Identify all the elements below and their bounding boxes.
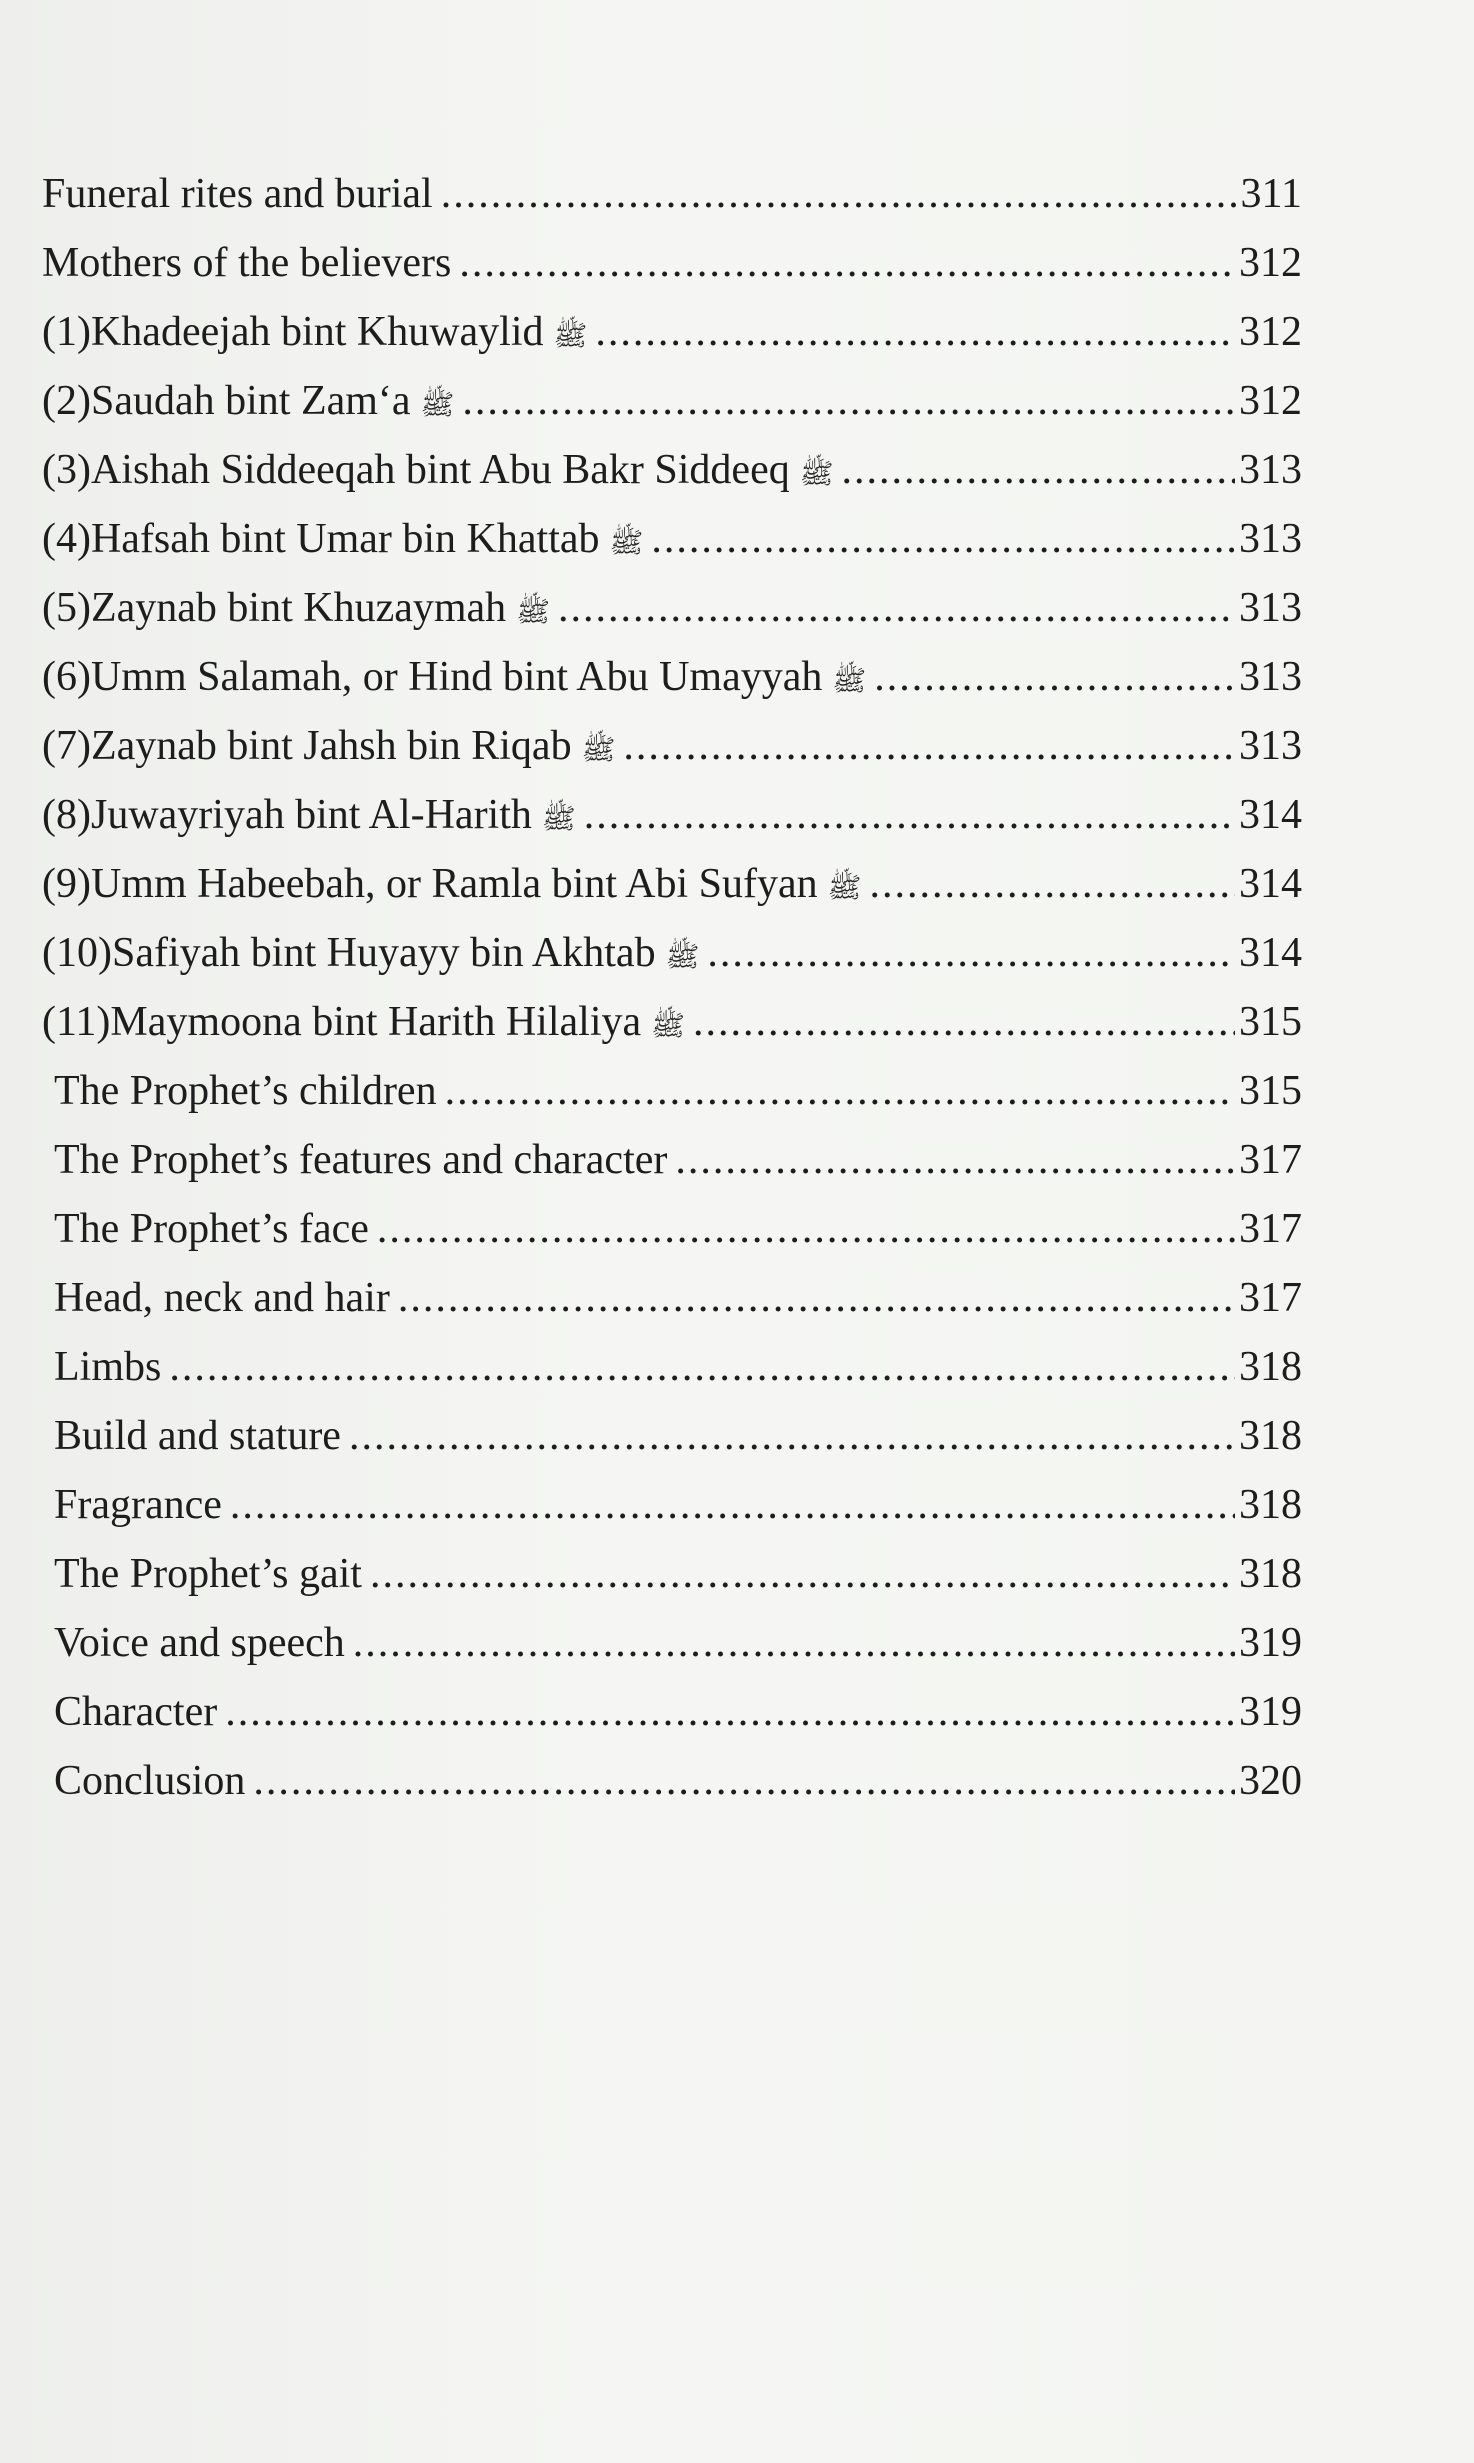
- toc-entry: [54, 1475, 1302, 1535]
- dot-leader: [377, 1199, 1235, 1259]
- toc-entry: [54, 1751, 1302, 1811]
- dot-leader: [874, 647, 1235, 707]
- toc-entry: [42, 233, 1302, 293]
- dot-leader: [353, 1613, 1235, 1673]
- toc-entry: [42, 578, 1302, 638]
- toc-entry-title: The Prophet’s children: [54, 1068, 437, 1114]
- toc-entry-page-number: 315: [1239, 1068, 1302, 1114]
- toc-entry-title: (1)Khadeejah bint Khuwaylid: [42, 309, 544, 355]
- honorific-glyph: ﷺ: [553, 321, 588, 352]
- honorific-glyph: ﷺ: [609, 528, 644, 559]
- dot-leader: [651, 509, 1235, 569]
- toc-entry-title: Limbs: [54, 1344, 162, 1390]
- dot-leader: [459, 233, 1235, 293]
- toc-entry: [42, 164, 1302, 224]
- toc-entry-title: (7)Zaynab bint Jahsh bin Riqab: [42, 723, 572, 769]
- toc-entry-title: (4)Hafsah bint Umar bin Khattab: [42, 516, 600, 562]
- toc-entry-title: (11)Maymoona bint Harith Hilaliya: [42, 999, 642, 1045]
- dot-leader: [398, 1268, 1235, 1328]
- toc-entry-title: Funeral rites and burial: [42, 171, 433, 217]
- toc-entry-title: (8)Juwayriyah bint Al-Harith: [42, 792, 532, 838]
- toc-entry-title: (3)Aishah Siddeeqah bint Abu Bakr Siddeeq: [42, 447, 790, 493]
- toc-entry: [42, 992, 1302, 1052]
- toc-entry-page-number: 314: [1239, 792, 1302, 838]
- dot-leader: [441, 164, 1237, 224]
- toc-entry-page-number: 311: [1240, 171, 1302, 217]
- dot-leader: [462, 371, 1235, 431]
- toc-entry-page-number: 313: [1239, 516, 1302, 562]
- toc-entry: [54, 1199, 1302, 1259]
- toc-entry: [54, 1544, 1302, 1604]
- dot-leader: [595, 302, 1235, 362]
- toc-entry: [54, 1406, 1302, 1466]
- dot-leader: [707, 923, 1235, 983]
- dot-leader: [169, 1337, 1235, 1397]
- honorific-glyph: ﷺ: [516, 597, 551, 628]
- toc-entry: [42, 854, 1302, 914]
- honorific-glyph: ﷺ: [832, 666, 867, 697]
- toc-entry-title: (2)Saudah bint Zam‘a: [42, 378, 411, 424]
- toc-entry-title: Mothers of the believers: [42, 240, 452, 286]
- toc-entry-page-number: 318: [1239, 1482, 1302, 1528]
- toc-entry-page-number: 318: [1239, 1551, 1302, 1597]
- toc-entry: [42, 716, 1302, 776]
- honorific-glyph: ﷺ: [420, 390, 455, 421]
- toc-entry: [42, 302, 1302, 362]
- toc-entry-page-number: 319: [1239, 1620, 1302, 1666]
- toc-entry-title: The Prophet’s features and character: [54, 1137, 668, 1183]
- toc-entry: [54, 1337, 1302, 1397]
- honorific-glyph: ﷺ: [799, 459, 834, 490]
- toc-entry-page-number: 313: [1239, 723, 1302, 769]
- toc-entry-page-number: 318: [1239, 1413, 1302, 1459]
- dot-leader: [558, 578, 1235, 638]
- dot-leader: [253, 1751, 1235, 1811]
- toc-entry: [42, 440, 1302, 500]
- honorific-glyph: ﷺ: [541, 804, 576, 835]
- dot-leader: [870, 854, 1236, 914]
- toc-entry: [42, 923, 1302, 983]
- toc-entry-page-number: 313: [1239, 585, 1302, 631]
- toc-entry-title: Voice and speech: [54, 1620, 345, 1666]
- dot-leader: [349, 1406, 1235, 1466]
- toc-entry-title: The Prophet’s face: [54, 1206, 369, 1252]
- dot-leader: [225, 1682, 1235, 1742]
- toc-entry: [54, 1268, 1302, 1328]
- toc-entry-page-number: 317: [1239, 1275, 1302, 1321]
- toc-entry-title: (6)Umm Salamah, or Hind bint Abu Umayyah: [42, 654, 823, 700]
- honorific-glyph: ﷺ: [665, 942, 700, 973]
- toc-entry-title: Conclusion: [54, 1758, 246, 1804]
- honorific-glyph: ﷺ: [651, 1011, 685, 1042]
- toc-entry: [54, 1061, 1302, 1121]
- toc-entry: [54, 1613, 1302, 1673]
- dot-leader: [675, 1130, 1235, 1190]
- toc-entry-title: Fragrance: [54, 1482, 222, 1528]
- dot-leader: [230, 1475, 1235, 1535]
- toc-entry-page-number: 315: [1239, 999, 1302, 1045]
- toc-entry-page-number: 313: [1239, 654, 1302, 700]
- toc-entry-page-number: 314: [1239, 930, 1302, 976]
- toc-entry-page-number: 314: [1239, 861, 1302, 907]
- toc-entry-page-number: 312: [1239, 240, 1302, 286]
- toc-entry-page-number: 319: [1239, 1689, 1302, 1735]
- toc-entry: [42, 647, 1302, 707]
- dot-leader: [693, 992, 1235, 1052]
- toc-entry-title: Head, neck and hair: [54, 1275, 390, 1321]
- dot-leader: [445, 1061, 1235, 1121]
- toc-entry-title: Character: [54, 1689, 218, 1735]
- honorific-glyph: ﷺ: [581, 735, 616, 766]
- honorific-glyph: ﷺ: [827, 873, 862, 904]
- toc-entry-title: (10)Safiyah bint Huyayy bin Akhtab: [42, 930, 656, 976]
- dot-leader: [842, 440, 1235, 500]
- toc-entry-title: (9)Umm Habeebah, or Ramla bint Abi Sufyan: [42, 861, 818, 907]
- toc-entry: [42, 509, 1302, 569]
- toc-entry-page-number: 318: [1239, 1344, 1302, 1390]
- dot-leader: [623, 716, 1235, 776]
- toc-entry: [42, 371, 1302, 431]
- dot-leader: [584, 785, 1235, 845]
- toc-entry-title: (5)Zaynab bint Khuzaymah: [42, 585, 507, 631]
- toc-entry-page-number: 317: [1239, 1206, 1302, 1252]
- dot-leader: [370, 1544, 1235, 1604]
- toc-entry: [54, 1130, 1302, 1190]
- toc-entry: [54, 1682, 1302, 1742]
- toc-entry-page-number: 312: [1239, 378, 1302, 424]
- toc-entry-page-number: 317: [1239, 1137, 1302, 1183]
- toc-entry-title: Build and stature: [54, 1413, 341, 1459]
- toc-entry-title: The Prophet’s gait: [54, 1551, 362, 1597]
- toc-entry-page-number: 320: [1239, 1758, 1302, 1804]
- toc-entry: [42, 785, 1302, 845]
- toc-entry-page-number: 312: [1239, 309, 1302, 355]
- toc-entry-page-number: 313: [1239, 447, 1302, 493]
